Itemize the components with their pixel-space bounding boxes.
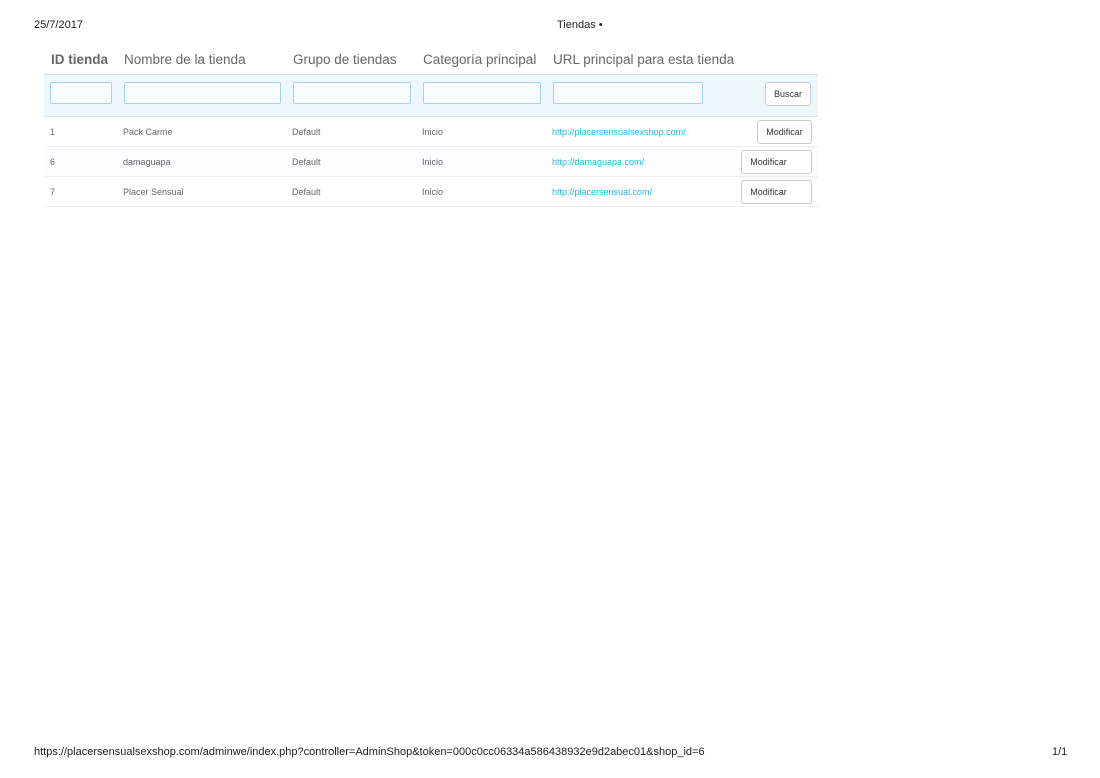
- filter-row: [44, 74, 818, 117]
- cell-id: 7: [50, 187, 56, 197]
- search-button[interactable]: Buscar: [765, 82, 811, 106]
- column-header-category[interactable]: Categoría principal: [423, 52, 537, 67]
- table-row[interactable]: [44, 177, 818, 207]
- column-header-name[interactable]: Nombre de la tienda: [124, 52, 246, 67]
- print-page-title: Tiendas •: [557, 19, 603, 31]
- cell-group: Default: [292, 187, 321, 197]
- table-row[interactable]: [44, 117, 818, 147]
- shops-table: [44, 44, 818, 207]
- table-header-row: [44, 44, 818, 74]
- filter-id-input[interactable]: [50, 82, 112, 104]
- print-date: 25/7/2017: [34, 19, 83, 31]
- cell-name: Pack Carme: [123, 127, 173, 137]
- row-actions-dropdown[interactable]: [795, 150, 812, 174]
- modify-button[interactable]: Modificar: [741, 180, 796, 204]
- modify-button[interactable]: Modificar: [741, 150, 796, 174]
- print-page-number: 1/1: [1052, 746, 1068, 758]
- modify-button[interactable]: Modificar: [757, 120, 812, 144]
- cell-group: Default: [292, 157, 321, 167]
- row-actions-dropdown[interactable]: [795, 180, 812, 204]
- shop-url-link[interactable]: http://placersensualsexshop.com/: [552, 127, 686, 137]
- column-header-group[interactable]: Grupo de tiendas: [293, 52, 397, 67]
- filter-name-input[interactable]: [124, 82, 281, 104]
- cell-name: damaguapa: [123, 157, 171, 167]
- filter-url-input[interactable]: [553, 82, 703, 104]
- column-header-id[interactable]: ID tienda: [51, 52, 109, 67]
- cell-category: Inicio: [422, 157, 444, 167]
- cell-id: 1: [50, 127, 56, 137]
- cell-group: Default: [292, 127, 321, 137]
- column-header-url[interactable]: URL principal para esta tienda: [553, 52, 735, 67]
- shop-url-link[interactable]: http://damaguapa.com/: [552, 157, 645, 167]
- cell-name: Placer Sensual: [123, 187, 184, 197]
- cell-category: Inicio: [422, 127, 444, 137]
- filter-category-input[interactable]: [423, 82, 541, 104]
- cell-id: 6: [50, 157, 56, 167]
- print-footer-url: https://placersensualsexshop.com/adminwe/index.php?controller=AdminShop&token=000c0cc06334a586438932e9d2abec01&shop_id=6: [34, 746, 705, 758]
- filter-group-input[interactable]: [293, 82, 411, 104]
- table-row[interactable]: [44, 147, 818, 177]
- shop-url-link[interactable]: http://placersensual.com/: [552, 187, 653, 197]
- cell-category: Inicio: [422, 187, 444, 197]
